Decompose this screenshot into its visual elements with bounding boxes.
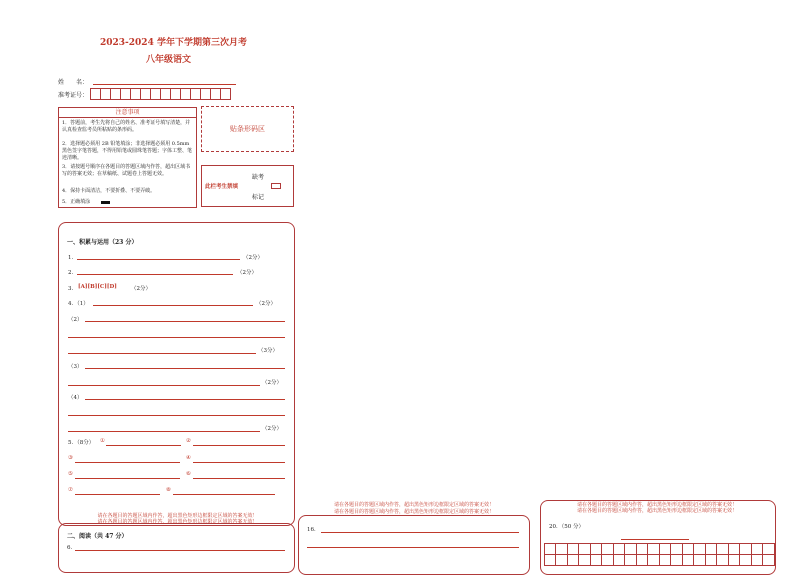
warning-col3-a: 请在各题目的答题区域内作答，超出黑色矩形边框限定区域的答案无效！ (576, 502, 737, 508)
q4-4-answer-1[interactable] (85, 399, 285, 400)
q5-blank-5[interactable] (75, 478, 180, 479)
id-number-cells[interactable] (90, 88, 230, 100)
warning-col1-a: 请在各题目的答题区域内作答，超出黑色矩形边框限定区域的答案无效！ (97, 513, 258, 519)
col2-area (298, 515, 530, 575)
q5-blank-4[interactable] (193, 462, 285, 463)
q4-1-answer[interactable] (93, 305, 253, 306)
notice-item-5: 5．正确填涂 (62, 199, 91, 205)
id-label: 准考证号： (58, 92, 89, 99)
q5-blank-3[interactable] (75, 462, 180, 463)
q4-2-answer-3[interactable] (68, 353, 256, 354)
q6-label: 6． (67, 545, 76, 551)
q4-2-score: （3分） (258, 348, 278, 354)
q5-blank-7[interactable] (75, 494, 160, 495)
q3-score: （2分） (131, 286, 151, 292)
absent-mark-1: 缺考 (252, 174, 265, 181)
q1-label: 1． (68, 255, 77, 261)
absent-label: 此栏考生禁填 (205, 184, 239, 190)
absent-checkbox[interactable] (271, 183, 281, 189)
q5-blank-1-label: ① (100, 438, 105, 444)
q20-title-line[interactable] (621, 539, 689, 540)
q4-2-answer-1[interactable] (85, 321, 285, 322)
notice-item-1: 1．答题前，考生先将自己的姓名、准考证号填写清楚，并认真检查监考员所粘贴的条形码。 (62, 120, 191, 133)
q5-blank-6[interactable] (193, 478, 285, 479)
q5-blank-4-label: ④ (186, 455, 191, 461)
warning-col2-a: 请在各题目的答题区域内作答，超出黑色矩形边框限定区域的答案无效！ (333, 502, 494, 508)
q2-answer[interactable] (77, 274, 233, 275)
notice-item-2: 2．选择题必须用 2B 铅笔填涂；非选择题必须用 0.5mm 黑色签字笔答题，不得用铅笔或圆珠笔答题；字体工整、笔迹清晰。 (62, 141, 193, 161)
q2-score: （2分） (237, 270, 257, 276)
section2-area (58, 523, 295, 573)
q4-4-answer-2[interactable] (68, 415, 285, 416)
exam-title: 2023-2024 学年下学期第三次月考 (100, 38, 247, 48)
q16-label: 16． (307, 527, 320, 533)
q5-blank-2[interactable] (193, 445, 285, 446)
absent-mark-2: 标记 (252, 194, 265, 201)
section1-title: 一、积累与运用（23 分） (67, 239, 138, 246)
q16-answer-2[interactable] (307, 547, 519, 548)
q5-blank-2-label: ② (186, 438, 191, 444)
q4-4-answer-3[interactable] (68, 431, 260, 432)
q4-3-label: （3） (68, 364, 83, 370)
q4-2-label: （2） (68, 317, 83, 323)
notice-item-3: 3．请按题号顺序在各题目的答题区域内作答，超出区域书写的答案无效；在草稿纸、试题卷上答题无效。 (62, 164, 191, 177)
q4-3-score: （2分） (262, 380, 282, 386)
q5-blank-8[interactable] (173, 494, 275, 495)
q4-4-score: （2分） (262, 426, 282, 432)
absent-box (201, 165, 294, 207)
q5-blank-7-label: ⑦ (68, 487, 73, 493)
q3-label: 3． (68, 286, 77, 292)
q5-label: 5．（8分） (68, 440, 95, 446)
notice-item-4: 4．保持卡面清洁，不要折叠、不要弄破。 (62, 188, 156, 194)
q4-2-answer-2[interactable] (68, 337, 285, 338)
q2-label: 2． (68, 270, 77, 276)
barcode-area (201, 106, 294, 152)
q5-blank-6-label: ⑥ (186, 471, 191, 477)
q4-3-answer-1[interactable] (85, 368, 285, 369)
q3-options[interactable]: [A][B][C][D] (78, 284, 117, 290)
q1-answer[interactable] (77, 259, 240, 260)
q20-label: 20．（50 分） (549, 524, 584, 530)
q4-3-answer-2[interactable] (68, 385, 260, 386)
q4-1-label: 4．（1） (68, 301, 89, 307)
warning-col3-b: 请在各题目的答题区域内作答，超出黑色矩形边框限定区域的答案无效！ (576, 508, 737, 514)
notice-box (58, 107, 197, 208)
filled-mark-sample (101, 201, 110, 204)
q5-blank-8-label: ⑧ (166, 487, 171, 493)
q5-blank-5-label: ⑤ (68, 471, 73, 477)
section1-area (58, 222, 295, 526)
section2-title: 二、阅读（共 47 分） (67, 533, 128, 540)
name-label: 姓 名： (58, 79, 89, 86)
notice-title: 注意事项 (59, 109, 196, 118)
col3-area (540, 500, 776, 575)
q5-blank-1[interactable] (106, 445, 181, 446)
q16-answer-1[interactable] (321, 532, 519, 533)
warning-col1-b: 请在各题目的答题区域内作答，超出黑色矩形边框限定区域的答案无效！ (97, 519, 258, 525)
q5-blank-3-label: ③ (68, 455, 73, 461)
warning-col2-b: 请在各题目的答题区域内作答，超出黑色矩形边框限定区域的答案无效！ (333, 509, 494, 515)
exam-subtitle: 八年级语文 (146, 55, 192, 65)
name-field[interactable] (93, 84, 236, 85)
q4-4-label: （4） (68, 395, 83, 401)
q6-answer[interactable] (75, 550, 285, 551)
q4-1-score: （2分） (256, 301, 276, 307)
q1-score: （2分） (243, 255, 263, 261)
barcode-label: 贴条形码区 (230, 125, 265, 133)
